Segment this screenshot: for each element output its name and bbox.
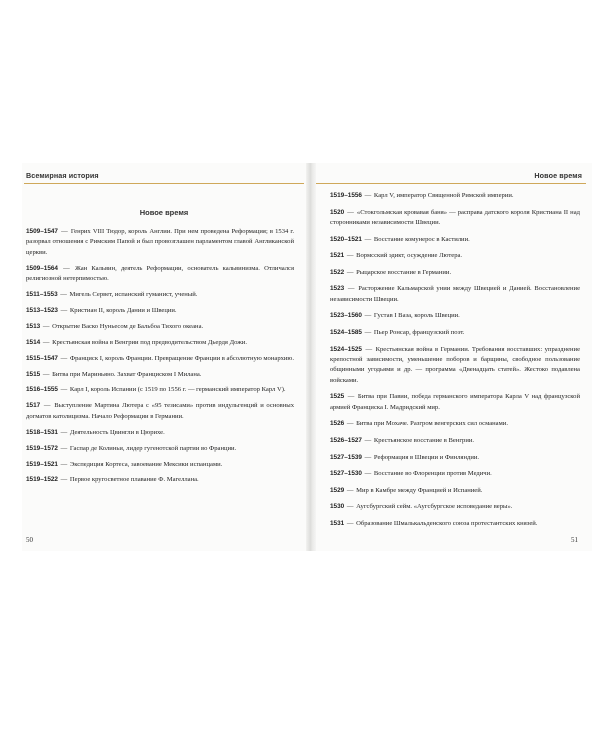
entry-dash: — (345, 208, 356, 216)
entry-text: Мигель Сервет, испанский гуманист, ученый. (69, 291, 198, 299)
entry-years: 1517 (26, 402, 41, 410)
entry-dash: — (363, 312, 373, 320)
entry-dash: — (345, 503, 356, 511)
chronology-entry (26, 460, 294, 470)
chronology-entry (330, 191, 580, 201)
entry-text: Битва при Мохаче. Разгром венгерских сил османами. (356, 420, 508, 428)
entry-dash: — (345, 285, 358, 293)
entry-years: 1511–1553 (26, 291, 58, 299)
entry-dash: — (59, 386, 69, 394)
chronology-entry (330, 268, 580, 278)
left-page (22, 163, 306, 551)
entry-text: Карл I, король Испании (с 1519 по 1556 г. — германский император Карл V). (69, 386, 286, 394)
chronology-entry (26, 428, 294, 438)
entry-text: Реформация в Швеции и Финляндии. (373, 453, 480, 461)
entry-years: 1519–1521 (26, 460, 58, 468)
entry-text: Расторжение Кальмарской унии между Швецией и Данией. Восстановление независимости Швеции. (330, 285, 581, 303)
entry-text: Гаспар де Колиньи, лидер гугенотской партии во Франции. (69, 444, 237, 452)
entry-text: Выступление Мартина Лютера с «95 тезисами» против индульгенций и основных догматов католицизма. Начало Реформации в Германии. (26, 402, 295, 420)
chronology-entry (330, 419, 580, 429)
entry-text: Образование Шмалькальденского союза протестантских князей. (356, 519, 538, 527)
chronology-entry (26, 444, 294, 454)
entry-dash: — (345, 519, 356, 527)
entry-dash: — (58, 291, 69, 299)
entry-text: Вормсский эдикт, осуждение Лютера. (356, 252, 463, 260)
entry-text: Густав I Ваза, король Швеции. (373, 312, 460, 320)
chronology-entry (330, 235, 580, 245)
section-title: Новое время (139, 208, 189, 217)
chronology-entry (330, 392, 580, 413)
entry-dash: — (41, 370, 52, 378)
entry-dash: — (363, 192, 373, 199)
entry-dash: — (41, 402, 54, 410)
entry-years: 1531 (330, 519, 345, 527)
entry-text: Крестьянское восстание в Венгрии. (373, 436, 475, 444)
entry-text: Генрих VIII Тюдор, король Англии. При нем проведена Реформация; в 1534 г. разорвал отношения с Римским Папой и был провозглашен парламентом главой Англиканской церкви. (26, 228, 295, 256)
entry-years: 1525 (330, 393, 345, 401)
chronology-entry (330, 502, 580, 512)
chronology-entry (26, 322, 294, 332)
entry-text: Карл V, император Священной Римской империи. (373, 192, 514, 199)
entry-dash: — (59, 354, 69, 362)
entry-dash: — (363, 470, 373, 478)
entry-years: 1524–1585 (330, 328, 362, 336)
entry-years: 1519–1572 (26, 444, 58, 452)
book-spine (306, 163, 316, 551)
page-number: 51 (571, 536, 578, 544)
chronology-entry (330, 284, 580, 305)
chronology-entry (330, 251, 580, 261)
running-head: Новое время (534, 171, 582, 180)
chronology-entry (26, 290, 294, 300)
entry-years: 1518–1531 (26, 428, 58, 436)
entry-text: Рыцарское восстание в Германии. (356, 268, 452, 276)
entry-years: 1515 (26, 370, 41, 378)
chronology-entry (26, 264, 294, 285)
entry-text: Жан Кальвин, деятель Реформации, основатель кальвинизма. Отличался религиозной нетерпимостью. (26, 264, 294, 283)
entry-text: Крестьянская война в Германии. Требования восставших: упразднение крепостной зависимости, уменьшение поборов и барщины, свободное пользование общинными угодьями и др. — программа «Двенадцать статей». Жестоко подавлена войсками. (330, 345, 580, 384)
entry-dash: — (59, 444, 69, 452)
entry-dash: — (363, 453, 373, 461)
entry-dash: — (363, 345, 375, 353)
chronology-entry (330, 328, 580, 338)
header-rule (316, 183, 586, 184)
entry-years: 1524–1525 (330, 345, 362, 353)
entry-dash: — (363, 328, 373, 336)
entry-text: Открытие Васко Нуньесом де Бальбоа Тихого океана. (52, 322, 204, 330)
chronology-entry (26, 306, 294, 316)
entry-text: Франциск I, король Франции. Превращение Франции в абсолютную монархию. (69, 354, 295, 362)
entry-dash: — (345, 393, 357, 401)
entry-text: Крестьянская война в Венгрии под предводительством Дьердя Дожи. (52, 338, 247, 346)
chronology-entry (330, 436, 580, 446)
right-page (316, 163, 592, 551)
entry-dash: — (345, 268, 356, 276)
entry-years: 1529 (330, 486, 345, 494)
chronology-entry (26, 227, 294, 258)
entry-years: 1514 (26, 338, 41, 346)
chronology-entry (330, 345, 580, 387)
entry-dash: — (59, 460, 69, 468)
entry-years: 1509–1564 (26, 264, 58, 272)
entry-text: Битва при Павии, победа германского императора Карла V над французской армией Франциска I. Мадридский мир. (330, 393, 581, 411)
entry-text: Экспедиция Кортеса, завоевание Мексики испанцами. (69, 460, 223, 468)
entry-text: Первое кругосветное плавание Ф. Магеллана. (69, 476, 199, 484)
entry-dash: — (363, 436, 373, 444)
header-rule (24, 183, 304, 184)
chronology-entry (330, 453, 580, 463)
entry-years: 1513 (26, 322, 41, 330)
entry-dash: — (41, 322, 52, 330)
entry-years: 1509–1547 (26, 228, 58, 235)
chronology-entry (330, 519, 580, 529)
running-head: Всемирная история (26, 171, 99, 180)
chronology-entry (26, 475, 294, 485)
entry-dash: — (59, 476, 69, 484)
entry-dash: — (59, 428, 69, 436)
entry-text: Восстание во Флоренции против Медичи. (373, 470, 492, 478)
entry-dash: — (59, 264, 74, 272)
chronology-entry (26, 370, 294, 380)
entry-years: 1523 (330, 285, 345, 293)
chronology-entry (330, 486, 580, 496)
entry-years: 1520 (330, 208, 345, 216)
entry-years: 1526–1527 (330, 436, 362, 444)
entry-years: 1515–1547 (26, 354, 58, 362)
chronology-entry (26, 338, 294, 348)
entry-dash: — (345, 252, 356, 260)
entry-dash: — (59, 228, 70, 235)
chronology-entry (26, 401, 294, 422)
entry-text: «Стокгольмская кровавая баня» — расправа датского короля Кристиана II над сторонниками независимости Швеции. (330, 208, 580, 226)
entry-text: Пьер Ронсар, французский поэт. (373, 328, 465, 336)
chronology-list (330, 191, 580, 536)
chronology-entry (330, 311, 580, 321)
entry-years: 1522 (330, 268, 345, 276)
chronology-list (26, 227, 294, 491)
entry-years: 1527–1530 (330, 470, 362, 478)
chronology-entry (330, 208, 580, 229)
entry-text: Битва при Мариньяно. Захват Франциском I Милана. (52, 370, 202, 378)
entry-years: 1530 (330, 503, 345, 511)
entry-years: 1521 (330, 252, 345, 260)
entry-text: Аугсбургский сейм. «Аугсбургское исповедание веры». (356, 503, 513, 511)
entry-years: 1526 (330, 420, 345, 428)
entry-years: 1523–1560 (330, 312, 362, 320)
entry-years: 1520–1521 (330, 235, 362, 243)
chronology-entry (330, 469, 580, 479)
entry-dash: — (41, 338, 52, 346)
entry-years: 1519–1522 (26, 476, 58, 484)
entry-dash: — (59, 306, 69, 314)
entry-years: 1527–1539 (330, 453, 362, 461)
entry-dash: — (345, 486, 356, 494)
entry-text: Кристиан II, король Дании и Швеции. (69, 306, 177, 314)
entry-years: 1513–1523 (26, 306, 58, 314)
entry-text: Мир в Камбре между Францией и Испанией. (356, 486, 483, 494)
chronology-entry (26, 385, 294, 395)
chronology-entry (26, 354, 294, 364)
entry-years: 1519–1556 (330, 192, 362, 199)
entry-dash: — (345, 420, 356, 428)
entry-years: 1516–1555 (26, 386, 58, 394)
entry-text: Восстание комунерос в Кастилии. (373, 235, 470, 243)
page-number: 50 (26, 536, 33, 544)
entry-dash: — (363, 235, 373, 243)
entry-text: Деятельность Цвингли в Цюрихе. (69, 428, 165, 436)
